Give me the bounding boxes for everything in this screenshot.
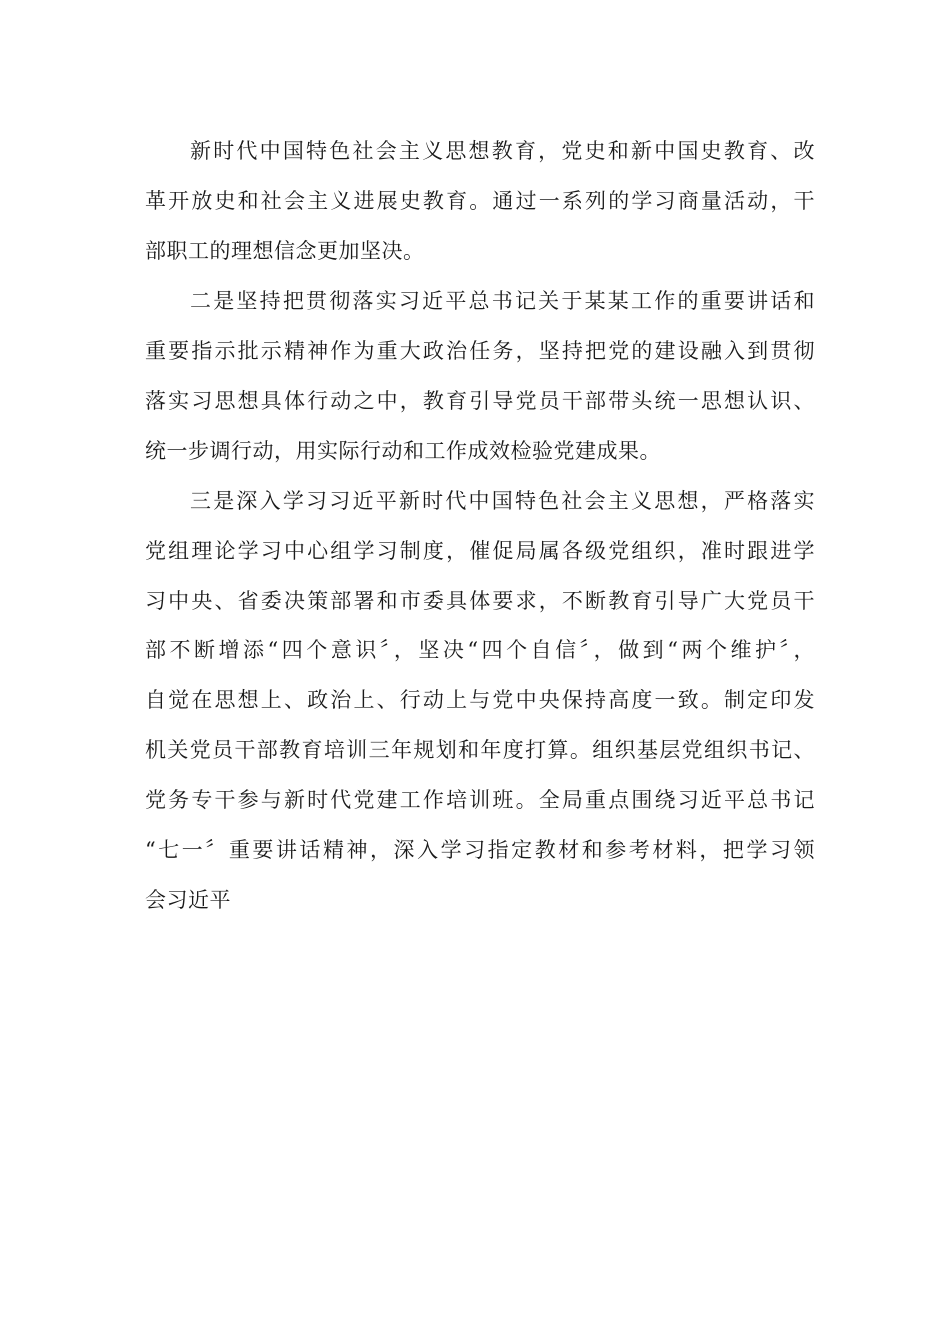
paragraph-2-line-4: 统一步调行动，用实际行动和工作成效检验党建成果。 <box>145 439 661 463</box>
paragraph-1-line-2: 革开放史和社会主义进展史教育。通过一系列的学习商量活动，干 <box>145 189 815 213</box>
paragraph-1-line-1: 新时代中国特色社会主义思想教育，党史和新中国史教育、改 <box>190 139 815 163</box>
paragraph-3-line-7: 党务专干参与新时代党建工作培训班。全局重点围绕习近平总书记 <box>145 788 815 812</box>
paragraph-3-line-5: 自觉在思想上、政治上、行动上与党中央保持高度一致。制定印发 <box>145 688 815 712</box>
paragraph-2-line-2: 重要指示批示精神作为重大政治任务，坚持把党的建设融入到贯彻 <box>145 339 815 363</box>
paragraph-3-line-6: 机关党员干部教育培训三年规划和年度打算。组织基层党组织书记、 <box>145 738 815 762</box>
paragraph-2-line-1: 二是坚持把贯彻落实习近平总书记关于某某工作的重要讲话和 <box>190 289 815 313</box>
paragraph-2-line-3: 落实习思想具体行动之中，教育引导党员干部带头统一思想认识、 <box>145 389 815 413</box>
paragraph-3-line-3: 习中央、省委决策部署和市委具体要求，不断教育引导广大党员干 <box>145 589 815 613</box>
paragraph-3-line-2: 党组理论学习中心组学习制度，催促局属各级党组织，准时跟进学 <box>145 539 815 563</box>
paragraph-3-line-8: “七一〞重要讲话精神，深入学习指定教材和参考材料，把学习领 <box>145 838 815 862</box>
paragraph-3-line-9: 会习近平 <box>145 888 231 912</box>
paragraph-1-line-3: 部职工的理想信念更加坚决。 <box>145 239 425 263</box>
paragraph-3-line-4: 部不断增添“四个意识〞，坚决“四个自信〞，做到“两个维护〞， <box>145 638 815 662</box>
paragraph-3-line-1: 三是深入学习习近平新时代中国特色社会主义思想，严格落实 <box>190 489 815 513</box>
